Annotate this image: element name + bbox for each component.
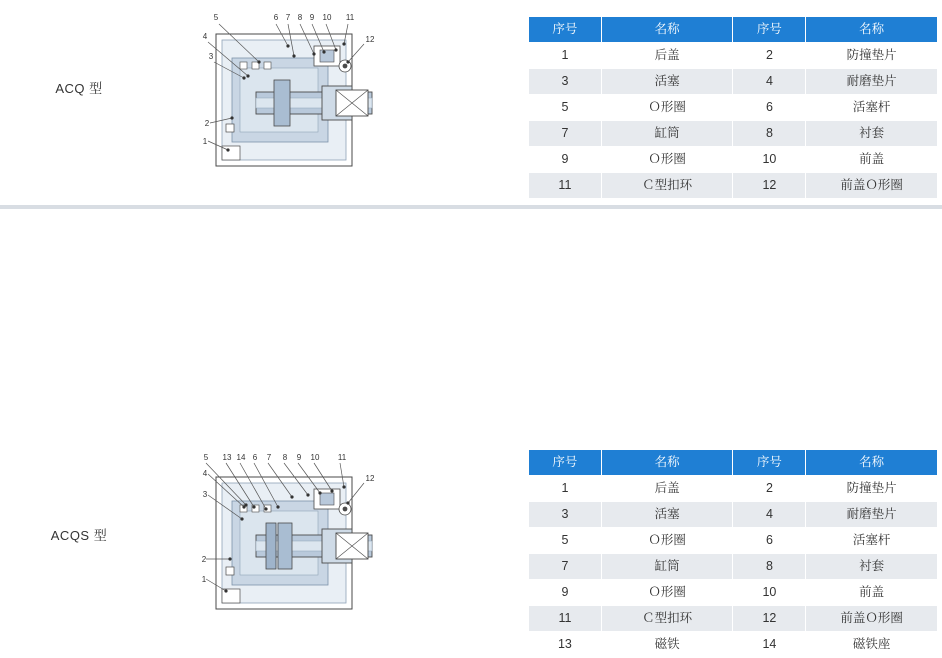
acqs-callout-7: 7 bbox=[266, 453, 272, 462]
cell-name: 缸筒 bbox=[601, 121, 733, 147]
table-row bbox=[529, 121, 938, 147]
header-num-1: 序号 bbox=[529, 450, 602, 476]
cell-name: 活塞杆 bbox=[806, 95, 938, 121]
cell-name: Ｏ形圈 bbox=[601, 147, 733, 173]
acq-callout-2: 2 bbox=[204, 119, 210, 128]
acq-callout-6: 6 bbox=[273, 13, 279, 22]
cell-num: 5 bbox=[529, 95, 602, 121]
cell-name: 衬套 bbox=[806, 554, 938, 580]
cell-num: 6 bbox=[733, 95, 806, 121]
acqs-callout-13: 13 bbox=[222, 453, 232, 462]
cell-name: 活塞 bbox=[601, 69, 733, 95]
header-num-2: 序号 bbox=[733, 17, 806, 43]
table-row bbox=[529, 147, 938, 173]
cell-num: 6 bbox=[733, 528, 806, 554]
cell-num: 14 bbox=[733, 632, 806, 658]
cell-num: 5 bbox=[529, 528, 602, 554]
table-row bbox=[529, 580, 938, 606]
acqs-parts-table bbox=[528, 449, 938, 658]
acqs-callout-5: 5 bbox=[203, 453, 209, 462]
acqs-callout-12: 12 bbox=[365, 474, 375, 483]
acqs-callout-11: 11 bbox=[337, 453, 347, 462]
acqs-callout-2: 2 bbox=[201, 555, 207, 564]
cell-name: 磁铁座 bbox=[806, 632, 938, 658]
cell-num: 2 bbox=[733, 43, 806, 69]
cell-num: 11 bbox=[529, 606, 602, 632]
header-name-1: 名称 bbox=[601, 450, 733, 476]
acqs-cylinder-drawing bbox=[196, 449, 432, 629]
table-row bbox=[529, 69, 938, 95]
acq-callout-9: 9 bbox=[309, 13, 315, 22]
cell-name: Ｏ形圈 bbox=[601, 580, 733, 606]
acqs-callout-10: 10 bbox=[310, 453, 320, 462]
cell-name: 耐磨垫片 bbox=[806, 502, 938, 528]
acq-cylinder-drawing bbox=[196, 6, 432, 196]
cell-num: 4 bbox=[733, 69, 806, 95]
table-header-row bbox=[529, 17, 938, 43]
table-row bbox=[529, 95, 938, 121]
table-row bbox=[529, 502, 938, 528]
header-name-2: 名称 bbox=[806, 450, 938, 476]
cell-name: 活塞 bbox=[601, 502, 733, 528]
acq-callout-3: 3 bbox=[208, 52, 214, 61]
cell-name: Ｃ型扣环 bbox=[601, 173, 733, 199]
acqs-callout-1: 1 bbox=[201, 575, 207, 584]
cell-num: 3 bbox=[529, 502, 602, 528]
cell-name: 后盖 bbox=[601, 476, 733, 502]
cell-num: 11 bbox=[529, 173, 602, 199]
cell-num: 8 bbox=[733, 121, 806, 147]
table-row bbox=[529, 632, 938, 658]
header-num-1: 序号 bbox=[529, 17, 602, 43]
cell-num: 7 bbox=[529, 554, 602, 580]
acqs-callout-9: 9 bbox=[296, 453, 302, 462]
acq-callout-12: 12 bbox=[365, 35, 375, 44]
cell-name: 后盖 bbox=[601, 43, 733, 69]
cell-name: 磁铁 bbox=[601, 632, 733, 658]
cell-name: 防撞垫片 bbox=[806, 43, 938, 69]
cell-num: 1 bbox=[529, 43, 602, 69]
table-header-row bbox=[529, 450, 938, 476]
cell-name: 前盖Ｏ形圈 bbox=[806, 606, 938, 632]
acq-callout-7: 7 bbox=[285, 13, 291, 22]
header-name-2: 名称 bbox=[806, 17, 938, 43]
acq-callout-10: 10 bbox=[322, 13, 332, 22]
acqs-callout-3: 3 bbox=[202, 490, 208, 499]
cell-num: 12 bbox=[733, 173, 806, 199]
table-row bbox=[529, 606, 938, 632]
acq-callout-11: 11 bbox=[345, 13, 355, 22]
cell-name: 活塞杆 bbox=[806, 528, 938, 554]
acq-callout-4: 4 bbox=[202, 32, 208, 41]
table-row bbox=[529, 528, 938, 554]
table-row bbox=[529, 173, 938, 199]
cell-num: 9 bbox=[529, 147, 602, 173]
header-name-1: 名称 bbox=[601, 17, 733, 43]
table-row bbox=[529, 554, 938, 580]
cell-name: 前盖Ｏ形圈 bbox=[806, 173, 938, 199]
acq-callout-5: 5 bbox=[213, 13, 219, 22]
acq-callout-1: 1 bbox=[202, 137, 208, 146]
cell-name: 缸筒 bbox=[601, 554, 733, 580]
acqs-callout-8: 8 bbox=[282, 453, 288, 462]
cell-num: 2 bbox=[733, 476, 806, 502]
cell-num: 4 bbox=[733, 502, 806, 528]
cell-name: Ｏ形圈 bbox=[601, 95, 733, 121]
acqs-type-label: ACQS 型 bbox=[50, 528, 108, 543]
cell-num: 7 bbox=[529, 121, 602, 147]
cell-num: 10 bbox=[733, 580, 806, 606]
cell-num: 12 bbox=[733, 606, 806, 632]
cell-name: 前盖 bbox=[806, 147, 938, 173]
table-row bbox=[529, 43, 938, 69]
acqs-section bbox=[0, 213, 942, 651]
cell-name: Ｃ型扣环 bbox=[601, 606, 733, 632]
cell-name: 防撞垫片 bbox=[806, 476, 938, 502]
acq-callout-8: 8 bbox=[297, 13, 303, 22]
section-divider bbox=[0, 205, 942, 209]
cell-name: 衬套 bbox=[806, 121, 938, 147]
cell-num: 9 bbox=[529, 580, 602, 606]
cell-num: 8 bbox=[733, 554, 806, 580]
cell-num: 3 bbox=[529, 69, 602, 95]
acqs-callout-6: 6 bbox=[252, 453, 258, 462]
acqs-callout-4: 4 bbox=[202, 469, 208, 478]
cell-name: Ｏ形圈 bbox=[601, 528, 733, 554]
acqs-callout-14: 14 bbox=[236, 453, 246, 462]
acq-parts-table bbox=[528, 16, 938, 199]
cell-name: 耐磨垫片 bbox=[806, 69, 938, 95]
header-num-2: 序号 bbox=[733, 450, 806, 476]
cell-name: 前盖 bbox=[806, 580, 938, 606]
cell-num: 13 bbox=[529, 632, 602, 658]
table-row bbox=[529, 476, 938, 502]
acq-type-label: ACQ 型 bbox=[55, 81, 103, 96]
acq-section bbox=[0, 0, 942, 205]
cell-num: 10 bbox=[733, 147, 806, 173]
cell-num: 1 bbox=[529, 476, 602, 502]
